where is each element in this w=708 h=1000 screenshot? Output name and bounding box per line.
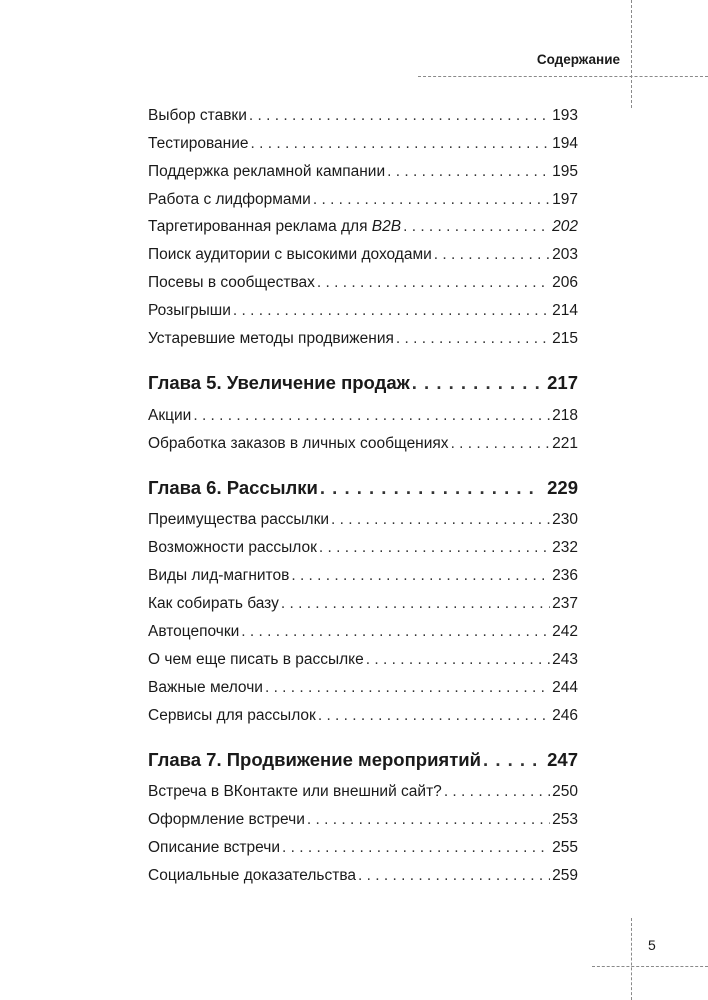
toc-entry-title: Возможности рассылок [148,539,317,556]
leader-dots [251,133,551,155]
toc-entry-page: 253 [552,811,578,828]
toc-chapter-page: 217 [547,372,578,393]
toc-entry-title-italic: B2B [371,218,402,235]
toc-entry-page: 218 [552,407,578,424]
toc-entry-page: 246 [552,707,578,724]
toc-entry-page: 193 [552,107,578,124]
toc-entry-title: Виды лид-магнитов [148,567,290,584]
toc-entry-title: Как собирать базу [148,595,279,612]
toc-entry-page: 203 [552,246,578,263]
leader-dots [313,189,550,211]
toc-chapter [148,370,578,396]
leader-dots [241,621,550,643]
toc-entry-title: Поддержка рекламной кампании [148,163,386,180]
toc-entry-page: 194 [552,135,578,152]
leader-dots [434,244,550,266]
leader-dots [265,677,550,699]
toc-entry [148,705,578,727]
toc-entry-page: 215 [552,330,578,347]
leader-dots [319,537,550,559]
toc-entry-title: Тестирование [148,135,249,152]
toc-entry-page: 242 [552,623,578,640]
toc-entry-title [148,216,401,238]
leader-dots [444,781,550,803]
toc-entry-page: 195 [552,163,578,180]
leader-dots [387,161,550,183]
toc-entry-title: Оформление встречи [148,811,305,828]
toc-entry [148,328,578,350]
toc-entry-page: 206 [552,274,578,291]
toc-entry [148,781,578,803]
toc-entry-title: Поиск аудитории с высокими доходами [148,246,432,263]
toc-entry-page: 236 [552,567,578,584]
running-header: Содержание [536,52,620,67]
toc-entry [148,649,578,671]
leader-dots [366,649,550,671]
leader-dots [403,216,550,238]
toc-entry [148,509,578,531]
toc-chapter-title: Глава 6. Рассылки [148,477,318,498]
leader-dots [483,747,539,773]
toc-entry-title: Описание встречи [148,839,280,856]
toc-entry [148,105,578,127]
page-number: 5 [648,937,656,953]
toc-entry-page: 250 [552,783,578,800]
toc-entry [148,133,578,155]
toc-entry-page: 214 [552,302,578,319]
toc-chapter-page: 229 [547,477,578,498]
leader-dots [291,565,550,587]
toc-entry-title: Встреча в ВКонтакте или внешний сайт? [148,783,442,800]
toc-entry-page: 232 [552,539,578,556]
toc-entry-title: Посевы в сообществах [148,274,315,291]
toc-entry [148,405,578,427]
toc-entry [148,189,578,211]
toc-entry-title: Сервисы для рассылок [148,707,316,724]
toc-entry-title: Работа с лидформами [148,191,311,208]
toc-chapter-title: Глава 5. Увеличение продаж [148,372,410,393]
toc-chapter-title: Глава 7. Продвижение мероприятий [148,749,482,770]
leader-dots [320,475,539,501]
toc-entry [148,216,578,238]
toc-entry-page: 237 [552,595,578,612]
toc-entry [148,677,578,699]
toc-entry [148,621,578,643]
toc-entry [148,865,578,887]
toc-entry [148,537,578,559]
toc-entry-title: Розыгрыши [148,302,231,319]
leader-dots [317,272,550,294]
leader-dots [281,593,550,615]
toc-entry [148,809,578,831]
leader-dots [282,837,550,859]
toc-entry-title: Выбор ставки [148,107,247,124]
toc-entry [148,161,578,183]
toc-entry-page: 197 [552,191,578,208]
footer-rule [592,966,708,967]
leader-dots [233,300,550,322]
toc-entry [148,272,578,294]
toc-entry [148,300,578,322]
leader-dots [358,865,550,887]
leader-dots [451,433,551,455]
toc-chapter-page: 247 [547,749,578,770]
toc-entry-title: Преимущества рассылки [148,511,330,528]
toc-entry-title: Акции [148,407,192,424]
toc-entry-title: Важные мелочи [148,679,263,696]
toc-entry-title-text: Таргетированная реклама для [148,218,372,235]
crop-mark-vertical-bottom [631,918,632,1000]
toc-entry [148,565,578,587]
leader-dots [193,405,550,427]
toc-entry-page: 221 [552,435,578,452]
toc-entry-page: 230 [552,511,578,528]
leader-dots [307,809,550,831]
toc-entry-title: О чем еще писать в рассылке [148,651,364,668]
leader-dots [412,370,539,396]
toc-entry-title: Социальные доказательства [148,867,357,884]
toc-entry-title: Устаревшие методы продвижения [148,330,394,347]
toc-entry [148,593,578,615]
toc-entry [148,244,578,266]
toc-entry-page: 255 [552,839,578,856]
header-rule [418,76,708,77]
leader-dots [249,105,550,127]
crop-mark-vertical-top [631,0,632,108]
leader-dots [331,509,550,531]
toc-entry-title: Автоцепочки [148,623,240,640]
toc-entry-page [552,216,578,238]
toc-entry-title: Обработка заказов в личных сообщениях [148,435,449,452]
toc-entry-page-italic: 202 [552,218,578,235]
toc-entry [148,433,578,455]
toc-chapter [148,747,578,773]
toc-entry-page: 244 [552,679,578,696]
toc-chapter [148,475,578,501]
leader-dots [396,328,550,350]
toc-entry [148,837,578,859]
toc-entry-page: 243 [552,651,578,668]
toc-entry-page: 259 [552,867,578,884]
leader-dots [318,705,550,727]
